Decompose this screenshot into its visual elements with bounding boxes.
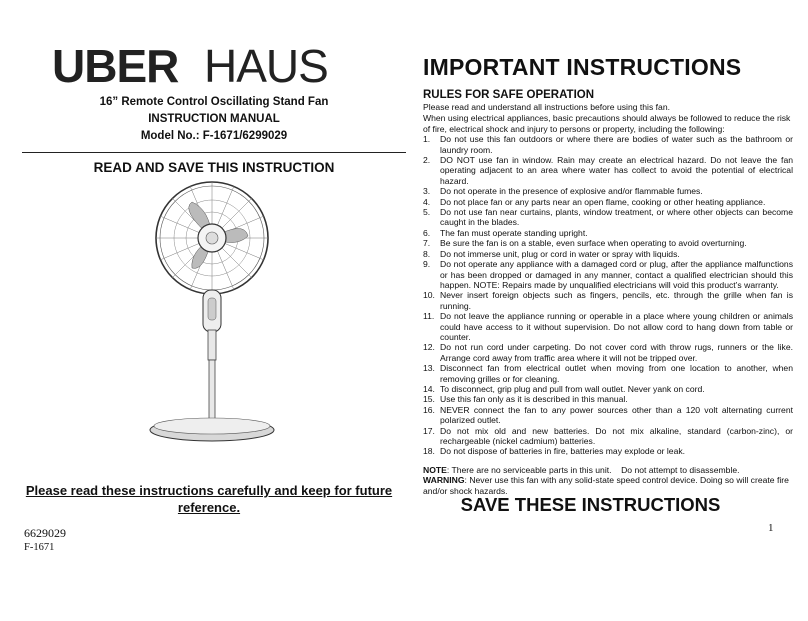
rule-number: 2. bbox=[423, 155, 431, 166]
note-label: NOTE bbox=[423, 464, 447, 475]
safety-rule-item bbox=[423, 238, 793, 248]
intro-paragraph: When using electrical appliances, basic precautions should always be followed to reduce the risk of fire, electrical shock and injury to persons or property, including the following: bbox=[423, 113, 791, 134]
brand-logo bbox=[52, 44, 352, 93]
page-title: IMPORTANT INSTRUCTIONS bbox=[423, 54, 742, 80]
safety-rule-item bbox=[423, 405, 793, 426]
safety-rule-item bbox=[423, 446, 793, 456]
brand-logo-text: UBER bbox=[52, 44, 179, 88]
rule-number: 8. bbox=[423, 248, 431, 259]
safety-rule-item bbox=[423, 394, 793, 404]
brand-logo-text-light: HAUS bbox=[204, 44, 328, 88]
rules-heading: RULES FOR SAFE OPERATION bbox=[423, 89, 595, 101]
rule-text: Do not operate any appliance with a damaged cord or plug, after the appliance malfunctions or has been dropped or damaged in any manner, contact a qualified electrician should this happen. NOTE: Repairs made by unqualified electricians will void this product’s warranty. bbox=[440, 259, 793, 290]
rule-number: 5. bbox=[423, 207, 431, 218]
rule-number: 3. bbox=[423, 186, 431, 197]
rule-text: Do not use this fan outdoors or where there are bodies of water such as the bathroom or laundry room. bbox=[440, 134, 793, 155]
rule-text: Never insert foreign objects such as fingers, pencils, etc. through the grille when fan is running. bbox=[440, 290, 793, 311]
read-save-heading: READ AND SAVE THIS INSTRUCTION bbox=[93, 160, 335, 175]
rule-text: Be sure the fan is on a stable, even surface when operating to avoid overturning. bbox=[440, 238, 747, 249]
safety-rule-item bbox=[423, 186, 793, 196]
rule-text: NEVER connect the fan to any power sources other than a 120 volt alternating current polarized outlet. bbox=[440, 404, 793, 426]
safety-rule-item bbox=[423, 290, 793, 311]
safety-rule-item bbox=[423, 259, 793, 290]
safety-rule-item bbox=[423, 363, 793, 384]
product-header bbox=[22, 94, 406, 145]
rule-number: 7. bbox=[423, 238, 431, 249]
safety-rule-item bbox=[423, 134, 793, 155]
safety-rule-item bbox=[423, 197, 793, 207]
safety-rule-item bbox=[423, 207, 793, 228]
rule-number: 11. bbox=[423, 311, 435, 322]
rule-text: Do not operate in the presence of explosive and/or flammable fumes. bbox=[440, 186, 703, 197]
safety-rule-item bbox=[423, 342, 793, 363]
rule-number: 17. bbox=[423, 425, 435, 436]
brand-logo-graphic bbox=[52, 44, 352, 88]
page-number: 1 bbox=[768, 522, 774, 534]
note-line bbox=[423, 465, 793, 475]
rule-text: Do not place fan or any parts near an open flame, cooking or other heating appliance. bbox=[440, 196, 766, 207]
rule-number: 13. bbox=[423, 363, 435, 374]
rule-text: To disconnect, grip plug and pull from wall outlet. Never yank on cord. bbox=[440, 383, 705, 394]
safety-rule-item bbox=[423, 311, 793, 342]
rule-text: Use this fan only as it is described in this manual. bbox=[440, 394, 628, 405]
rule-text: Do not use fan near curtains, plants, window treatment, or where other objects can become caught in the blades. bbox=[440, 207, 793, 228]
safety-rule-item bbox=[423, 384, 793, 394]
divider bbox=[22, 152, 406, 153]
warning-label: WARNING bbox=[423, 475, 465, 486]
rule-number: 9. bbox=[423, 259, 431, 270]
rule-text: DO NOT use fan in window. Rain may create an electrical hazard. Do not leave the fan operating adjacent to an area where water has collect to avoid the potential of electrical hazard. bbox=[440, 155, 793, 186]
safety-rule-item bbox=[423, 426, 793, 447]
note-text: : There are no serviceable parts in this unit. Do not attempt to disassemble. bbox=[446, 464, 740, 475]
rule-number: 18. bbox=[423, 446, 435, 457]
notes-block bbox=[423, 465, 793, 496]
rule-number: 6. bbox=[423, 227, 431, 238]
product-title: 16” Remote Control Oscillating Stand Fan bbox=[99, 96, 329, 108]
safety-rules-list bbox=[423, 134, 793, 457]
save-instructions-heading: SAVE THESE INSTRUCTIONS bbox=[460, 494, 721, 515]
instructions-column bbox=[423, 54, 793, 496]
safety-rule-item bbox=[423, 249, 793, 259]
rule-number: 1. bbox=[423, 134, 431, 145]
stand-fan-illustration bbox=[140, 180, 280, 455]
keep-instructions-notice: Please read these instructions carefully and keep for future reference. bbox=[25, 483, 393, 515]
rule-text: Do not mix old and new batteries. Do not mix alkaline, standard (carbon-zinc), or rechargeable (nickel cadmium) batteries. bbox=[440, 425, 793, 446]
rule-text: Do not run cord under carpeting. Do not cover cord with throw rugs, runners or the like. Arrange cord away from traffic area where it will not be tripped over. bbox=[440, 342, 793, 363]
rule-number: 16. bbox=[423, 404, 435, 415]
safety-rule-item bbox=[423, 228, 793, 238]
model-number: Model No.: F-1671/6299029 bbox=[140, 130, 288, 142]
rule-number: 4. bbox=[423, 196, 431, 207]
rule-number: 14. bbox=[423, 383, 435, 394]
rule-text: Do not immerse unit, plug or cord in water or spray with liquids. bbox=[440, 248, 680, 259]
rule-text: Do not leave the appliance running or operable in a place where young children or animals could have access to it without supervision. Do not allow cord to hang down from table or counter. bbox=[440, 311, 793, 342]
manual-label: INSTRUCTION MANUAL bbox=[148, 113, 280, 125]
warning-text: : Never use this fan with any solid-state speed control device. Doing so will create fire and/or shock hazards. bbox=[423, 475, 789, 496]
rule-text: Disconnect fan from electrical outlet when moving from one location to another, when removing grilles or for cleaning. bbox=[440, 363, 793, 384]
rule-number: 10. bbox=[423, 290, 435, 301]
model-code: F-1671 bbox=[24, 542, 55, 553]
warning-line bbox=[423, 475, 793, 496]
rule-text: The fan must operate standing upright. bbox=[440, 227, 588, 238]
rule-text: Do not dispose of batteries in fire, batteries may explode or leak. bbox=[440, 446, 686, 457]
rule-number: 15. bbox=[423, 394, 435, 405]
document-code: 6629029 bbox=[24, 526, 66, 540]
rule-number: 12. bbox=[423, 342, 435, 353]
safety-rule-item bbox=[423, 155, 793, 186]
intro-line: Please read and understand all instructions before using this fan. bbox=[423, 102, 670, 112]
